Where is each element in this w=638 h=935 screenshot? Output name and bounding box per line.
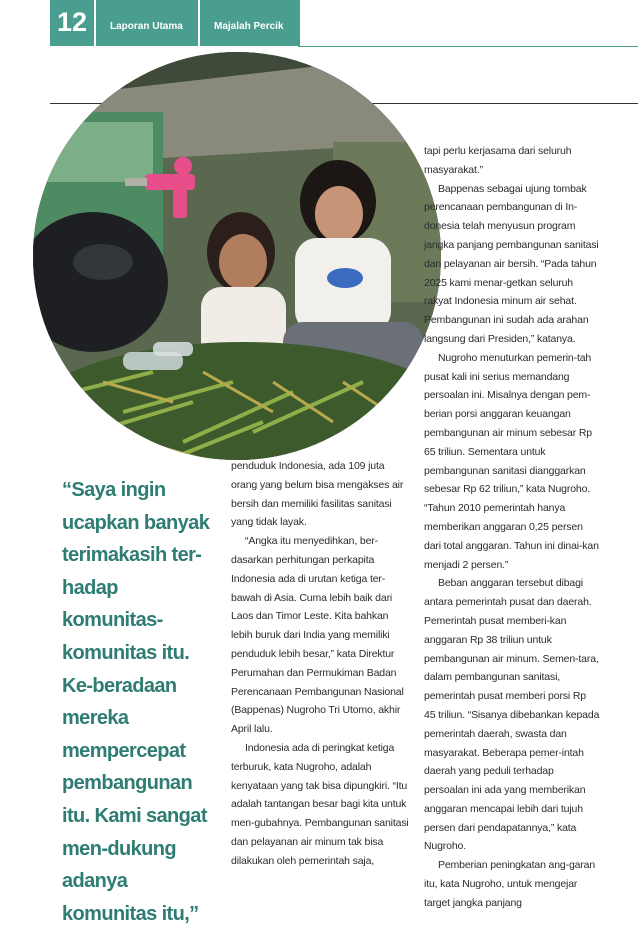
- paragraph: Pemberian peningkatan ang-garan itu, kata Nugroho, untuk mengejar target jangka panjang: [424, 859, 596, 909]
- page-header: [0, 0, 638, 48]
- paragraph: penduduk Indonesia, ada 109 juta orang yang belum bisa mengakses air bersih dan memiliki fasilitas sanitasi yang tidak layak.: [231, 460, 404, 529]
- magazine-label: Majalah Percik: [214, 21, 284, 32]
- paragraph: tapi perlu kerjasama dari seluruh masyarakat.”: [424, 145, 572, 176]
- magazine-tab: [198, 0, 300, 46]
- paragraph: Nugroho menuturkan pemerin-tah pusat kali ini serius memandang persoalan ini. Misalnya dengan pem-berian porsi anggaran keuangan pembangunan air minum sebesar Rp 65 triliun. Sementara untuk pembangunan sanitasi dianggarkan sebesar Rp 62 triliun,” kata Nugroho. “Tahun 2010 pemerintah hanya memberikan anggaran 0,25 persen dari total anggaran. Tahun ini dinai-kan menjadi 2 persen.”: [424, 351, 599, 571]
- paragraph: “Angka itu menyedihkan, ber-dasarkan perhitungan perkapita Indonesia ada di urutan ketiga ter-bawah di Asia. Cuma lebih baik dari Laos dan Timor Leste. Kita bahkan lebih buruk dari India yang memiliki penduduk lebih besar,” kata Direktur Perumahan dan Permukiman Badan Perencanaan Pembangunan Nasional (Bappenas) Nugroho Tri Utomo, akhir April lalu.: [231, 535, 404, 736]
- header-underline: [298, 46, 638, 47]
- faucet-icon: [145, 174, 195, 190]
- paragraph: Indonesia ada di peringkat ketiga terburuk, kata Nugroho, adalah kenyataan yang tak bisa dipungkiri. “Itu adalah tantangan besar bagi kita untuk men-gubahnya. Pembangunan sanitasi dan pelayanan air minum tak bisa dilakukan oleh pemerintah saja,: [231, 741, 409, 867]
- article-column-middle: [231, 457, 411, 871]
- pull-quote: “Saya ingin ucapkan banyak terimakasih ter-hadap komunitas-komunitas itu. Ke-beradaan mereka mempercepat pembangunan itu. Kami sangat men-dukung adanya komunitas itu,”: [62, 479, 210, 925]
- photo-illustration: [33, 52, 441, 460]
- page-number: 12: [50, 0, 94, 46]
- section-label: Laporan Utama: [110, 21, 183, 32]
- section-tab: [94, 0, 200, 46]
- paragraph: Bappenas sebagai ujung tombak perencanaan pembangunan di In-donesia telah menyusun program jangka panjang pembangunan sanitasi dan pelayanan air bersih. “Pada tahun 2025 kami menar-getkan seluruh rakyat Indonesia minum air sehat. Pembangunan ini sudah ada arahan langsung dari Presiden,” katanya.: [424, 182, 599, 345]
- circular-photo: [33, 52, 441, 460]
- paragraph: Beban anggaran tersebut dibagi antara pemerintah pusat dan daerah. Pemerintah pusat memberi-kan anggaran Rp 38 triliun untuk pembangunan air minum. Semen-tara, dalam pembangunan sanitasi, pemerintah pusat memberi porsi Rp 45 triliun. “Sisanya dibebankan kepada pemerintah daerah, swasta dan masyarakat. Beberapa pemer-intah daerah yang peduli terhadap persoalan ini ada yang memberikan anggaran mencapai lebih dari tujuh persen dari pendapatannya,” kata Nugroho.: [424, 577, 600, 853]
- article-column-right: [424, 142, 600, 913]
